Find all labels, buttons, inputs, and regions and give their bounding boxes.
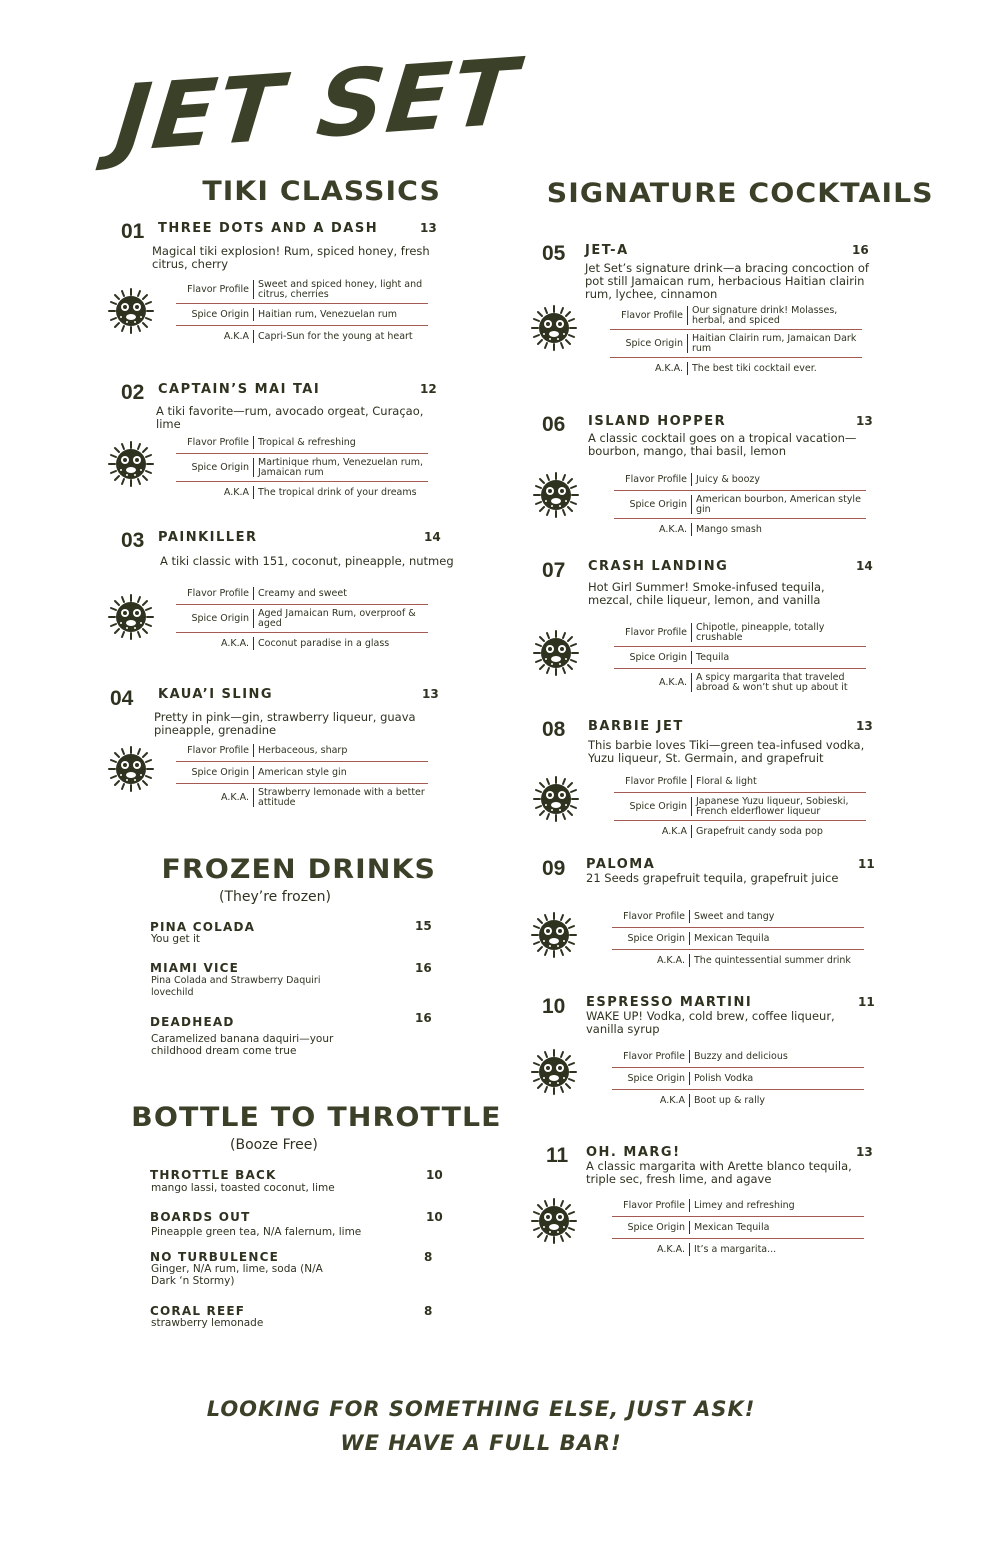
flavor-value: Herbaceous, sharp — [258, 744, 348, 756]
aka-value: Mango smash — [696, 523, 762, 535]
frozen-description: Pina Colada and Strawberry Daquiri lovechild — [151, 975, 321, 998]
drink-description: Hot Girl Summer! Smoke-infused tequila, mezcal, chile liqueur, lemon, and vanilla — [588, 580, 825, 607]
spice-value: Mexican Tequila — [694, 932, 770, 944]
spice-value: Martinique rhum, Venezuelan rum, Jamaican rum — [258, 457, 423, 478]
drink-number: 04 — [110, 687, 134, 710]
drink-price: 13 — [422, 687, 439, 701]
nonalc-price: 10 — [426, 1168, 443, 1182]
flavor-value: Buzzy and delicious — [694, 1050, 788, 1062]
divider — [176, 477, 428, 486]
spice-label: Spice Origin — [614, 797, 692, 816]
aka-label: A.K.A. — [610, 362, 688, 375]
drink-attributes — [614, 473, 866, 536]
flavor-value: Sweet and tangy — [694, 910, 775, 922]
drink-description: 21 Seeds grapefruit tequila, grapefruit juice — [586, 871, 839, 885]
drink-description: WAKE UP! Vodka, cold brew, coffee liqueur, vanilla syrup — [586, 1009, 835, 1036]
divider — [176, 757, 428, 766]
drink-attributes — [176, 587, 428, 650]
divider — [614, 664, 866, 673]
signature-cocktails-title: SIGNATURE COCKTAILS — [546, 178, 934, 209]
drink-attributes — [610, 306, 862, 375]
nonalc-description: Ginger, N/A rum, lime, soda (N/A Dark ‘n Stormy) — [151, 1263, 323, 1287]
drink-price: 12 — [420, 382, 437, 396]
aka-value: The tropical drink of your dreams — [258, 486, 417, 498]
flavor-label: Flavor Profile — [176, 280, 254, 299]
divider — [614, 486, 866, 495]
spice-label: Spice Origin — [614, 651, 692, 664]
drink-price: 11 — [858, 995, 875, 1009]
pufferfish-icon — [530, 911, 578, 959]
drink-name: ISLAND HOPPER — [588, 414, 727, 429]
pufferfish-icon — [107, 593, 155, 641]
drink-name: BARBIE JET — [588, 719, 684, 734]
nonalc-name: NO TURBULENCE — [150, 1250, 279, 1264]
aka-label: A.K.A. — [176, 788, 254, 807]
frozen-description: Caramelized banana daquiri—your childhood dream come true — [151, 1033, 334, 1057]
footer-line-1: LOOKING FOR SOMETHING ELSE, JUST ASK! — [206, 1397, 756, 1421]
spice-label: Spice Origin — [610, 334, 688, 353]
spice-label: Spice Origin — [176, 308, 254, 321]
spice-value: Aged Jamaican Rum, overproof & aged — [258, 608, 416, 629]
drink-number: 08 — [542, 718, 566, 741]
frozen-price: 16 — [415, 961, 432, 975]
flavor-value: Limey and refreshing — [694, 1199, 795, 1211]
spice-label: Spice Origin — [612, 1072, 690, 1085]
divider — [612, 923, 864, 932]
divider — [612, 1212, 864, 1221]
drink-price: 13 — [856, 1145, 873, 1159]
spice-label: Spice Origin — [176, 766, 254, 779]
aka-value: A spicy margarita that traveled abroad & won’t shut up about it — [696, 672, 848, 693]
divider — [614, 642, 866, 651]
drink-price: 13 — [420, 221, 437, 235]
pufferfish-icon — [107, 287, 155, 335]
aka-value: The best tiki cocktail ever. — [692, 362, 817, 374]
spice-value: American style gin — [258, 766, 347, 778]
spice-value: American bourbon, American style gin — [696, 494, 861, 515]
frozen-price: 15 — [415, 919, 432, 933]
aka-value: The quintessential summer drink — [694, 954, 851, 966]
aka-label: A.K.A. — [176, 637, 254, 650]
drink-name: JET-A — [585, 243, 629, 258]
drink-attributes — [612, 1199, 864, 1256]
drink-description: Magical tiki explosion! Rum, spiced honey, fresh citrus, cherry — [152, 244, 430, 271]
divider — [614, 788, 866, 797]
divider — [612, 1063, 864, 1072]
flavor-label: Flavor Profile — [614, 775, 692, 788]
drink-price: 14 — [856, 559, 873, 573]
aka-label: A.K.A. — [614, 673, 692, 692]
divider — [176, 299, 428, 308]
pufferfish-icon — [107, 440, 155, 488]
drink-description: A tiki favorite—rum, avocado orgeat, Curaçao, lime — [156, 404, 424, 431]
nonalc-name: CORAL REEF — [150, 1304, 246, 1318]
flavor-value: Tropical & refreshing — [258, 436, 356, 448]
nonalc-description: Pineapple green tea, N/A falernum, lime — [151, 1226, 362, 1238]
drink-number: 07 — [542, 559, 566, 582]
frozen-name: DEADHEAD — [150, 1015, 235, 1029]
divider — [176, 779, 428, 788]
tiki-classics-title: TIKI CLASSICS — [202, 176, 441, 207]
divider — [612, 1234, 864, 1243]
drink-attributes — [176, 280, 428, 343]
drink-number: 05 — [542, 242, 566, 265]
drink-price: 14 — [424, 530, 441, 544]
drink-attributes — [612, 1050, 864, 1107]
drink-attributes — [614, 775, 866, 838]
aka-value: Capri-Sun for the young at heart — [258, 330, 413, 342]
drink-price: 13 — [856, 719, 873, 733]
frozen-description: You get it — [151, 933, 201, 945]
nonalc-price: 8 — [424, 1304, 433, 1318]
aka-value: Grapefruit candy soda pop — [696, 825, 823, 837]
spice-value: Polish Vodka — [694, 1072, 754, 1084]
frozen-name: MIAMI VICE — [150, 961, 240, 975]
drink-number: 02 — [121, 381, 145, 404]
divider — [176, 321, 428, 330]
spice-label: Spice Origin — [612, 932, 690, 945]
spice-value: Tequila — [696, 651, 730, 663]
drink-attributes — [176, 436, 428, 499]
flavor-label: Flavor Profile — [612, 1050, 690, 1063]
drink-name: OH. MARG! — [586, 1145, 681, 1160]
divider — [614, 514, 866, 523]
drink-description: A classic margarita with Arette blanco tequila, triple sec, fresh lime, and agave — [586, 1159, 852, 1186]
spice-value: Haitian rum, Venezuelan rum — [258, 308, 398, 320]
drink-name: PAINKILLER — [158, 530, 258, 545]
aka-value: Coconut paradise in a glass — [258, 637, 390, 649]
pufferfish-icon — [530, 304, 578, 352]
aka-label: A.K.A — [614, 825, 692, 838]
aka-value: Boot up & rally — [694, 1094, 766, 1106]
pufferfish-icon — [107, 745, 155, 793]
drink-name: PALOMA — [586, 857, 656, 872]
flavor-label: Flavor Profile — [614, 473, 692, 486]
spice-label: Spice Origin — [176, 458, 254, 477]
drink-number: 10 — [542, 995, 566, 1018]
aka-label: A.K.A. — [612, 1243, 690, 1256]
bottle-subtitle: (Booze Free) — [230, 1137, 318, 1153]
nonalc-description: mango lassi, toasted coconut, lime — [151, 1182, 335, 1194]
flavor-value: Sweet and spiced honey, light and citrus, cherries — [258, 279, 423, 300]
divider — [612, 945, 864, 954]
spice-label: Spice Origin — [176, 609, 254, 628]
flavor-value: Our signature drink! Molasses, herbal, and spiced — [692, 305, 838, 326]
drink-attributes — [176, 744, 428, 807]
pufferfish-icon — [530, 1197, 578, 1245]
aka-label: A.K.A — [176, 486, 254, 499]
pufferfish-icon — [532, 775, 580, 823]
drink-description: This barbie loves Tiki—green tea-infused vodka, Yuzu liqueur, St. Germain, and grapefruit — [588, 738, 865, 765]
flavor-label: Flavor Profile — [612, 910, 690, 923]
aka-value: Strawberry lemonade with a better attitude — [258, 787, 425, 808]
spice-label: Spice Origin — [614, 495, 692, 514]
frozen-drinks-title: FROZEN DRINKS — [161, 854, 436, 885]
divider — [610, 353, 862, 362]
spice-value: Japanese Yuzu liqueur, Sobieski, French elderflower liqueur — [696, 796, 849, 817]
drink-name: CAPTAIN’S MAI TAI — [158, 382, 321, 397]
drink-price: 13 — [856, 414, 873, 428]
drink-name: CRASH LANDING — [588, 559, 729, 574]
nonalc-price: 10 — [426, 1210, 443, 1224]
drink-name: KAUA’I SLING — [158, 687, 274, 702]
spice-value: Haitian Clairin rum, Jamaican Dark rum — [692, 333, 857, 354]
flavor-value: Juicy & boozy — [696, 473, 761, 485]
bottle-to-throttle-title: BOTTLE TO THROTTLE — [131, 1102, 502, 1133]
frozen-price: 16 — [415, 1011, 432, 1025]
nonalc-price: 8 — [424, 1250, 433, 1264]
drink-description: A classic cocktail goes on a tropical vacation—bourbon, mango, thai basil, lemon — [588, 431, 857, 458]
drink-number: 03 — [121, 529, 145, 552]
nonalc-description: strawberry lemonade — [151, 1317, 264, 1329]
flavor-label: Flavor Profile — [612, 1199, 690, 1212]
flavor-value: Creamy and sweet — [258, 587, 347, 599]
spice-value: Mexican Tequila — [694, 1221, 770, 1233]
flavor-label: Flavor Profile — [614, 623, 692, 642]
aka-label: A.K.A. — [612, 954, 690, 967]
pufferfish-icon — [532, 471, 580, 519]
pufferfish-icon — [532, 629, 580, 677]
drink-number: 01 — [121, 220, 145, 243]
nonalc-name: BOARDS OUT — [150, 1210, 251, 1224]
aka-value: It’s a margarita... — [694, 1243, 777, 1255]
nonalc-name: THROTTLE BACK — [150, 1168, 277, 1182]
drink-price: 11 — [858, 857, 875, 871]
flavor-value: Chipotle, pineapple, totally crushable — [696, 622, 825, 643]
aka-label: A.K.A — [176, 330, 254, 343]
aka-label: A.K.A — [612, 1094, 690, 1107]
divider — [614, 816, 866, 825]
logo: JET SET — [110, 38, 524, 173]
divider — [612, 1085, 864, 1094]
drink-description: Jet Set’s signature drink—a bracing concoction of pot still Jamaican rum, herbacious Haitian clairin rum, lychee, cinnamon — [585, 261, 869, 301]
drink-number: 09 — [542, 857, 566, 880]
divider — [176, 628, 428, 637]
frozen-subtitle: (They’re frozen) — [219, 889, 331, 905]
drink-price: 16 — [852, 243, 869, 257]
drink-description: Pretty in pink—gin, strawberry liqueur, guava pineapple, grenadine — [154, 710, 416, 737]
frozen-name: PINA COLADA — [150, 920, 256, 934]
divider — [176, 600, 428, 609]
flavor-label: Flavor Profile — [176, 587, 254, 600]
drink-description: A tiki classic with 151, coconut, pineapple, nutmeg — [160, 554, 454, 568]
spice-label: Spice Origin — [612, 1221, 690, 1234]
drink-name: ESPRESSO MARTINI — [586, 995, 753, 1010]
pufferfish-icon — [530, 1048, 578, 1096]
aka-label: A.K.A. — [614, 523, 692, 536]
divider — [610, 325, 862, 334]
drink-attributes — [612, 910, 864, 967]
flavor-value: Floral & light — [696, 775, 757, 787]
divider — [176, 449, 428, 458]
footer-line-2: WE HAVE A FULL BAR! — [340, 1431, 622, 1455]
flavor-label: Flavor Profile — [176, 744, 254, 757]
flavor-label: Flavor Profile — [176, 436, 254, 449]
drink-name: THREE DOTS AND A DASH — [158, 221, 379, 236]
drink-number: 06 — [542, 413, 566, 436]
flavor-label: Flavor Profile — [610, 306, 688, 325]
drink-attributes — [614, 623, 866, 692]
drink-number: 11 — [546, 1144, 569, 1167]
